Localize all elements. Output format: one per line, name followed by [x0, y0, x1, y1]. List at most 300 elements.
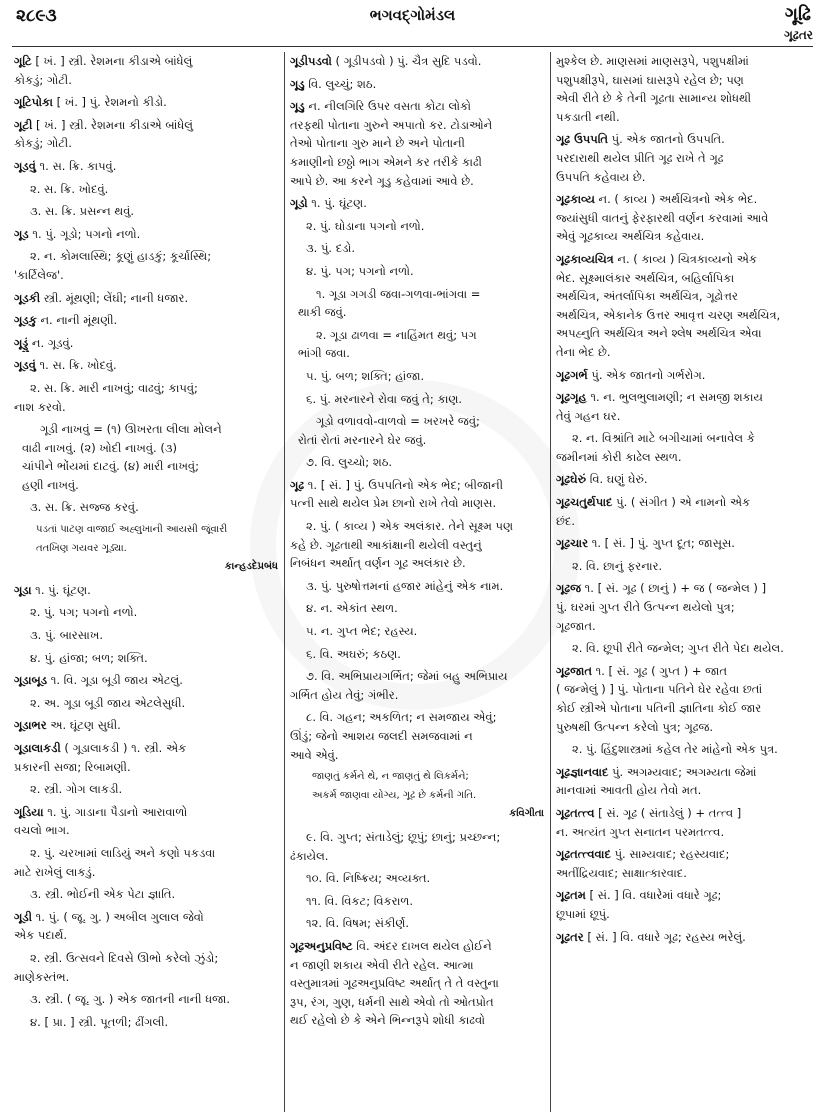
guide-word-first: ગૂઢિ [784, 4, 811, 25]
page-number: ૨૮૯૩ [16, 6, 57, 26]
definition-text: ૯. વિ. ગુપ્ત; સંતાડેલું; છૂપું; છાનું; પ્રચ્છન્ન; [306, 829, 501, 844]
dictionary-entry [14, 157, 278, 176]
quotation-source: કાન્હડદેપ્રબંધ [224, 561, 278, 573]
definition-text: ૫. ન. ગુપ્ત ભેદ; રહસ્ય. [306, 624, 418, 639]
definition-text: ગૂઢજાત. [556, 618, 596, 633]
entry-line [556, 493, 814, 512]
entry-line [290, 194, 544, 213]
definition-text: ઢંકાયેલ. [290, 848, 329, 863]
entry-line [14, 134, 278, 153]
definition-text: ૧૨. વિ. વિષમ; સંકીર્ણ. [306, 916, 410, 931]
entry-sense [290, 914, 544, 933]
entry-line [556, 662, 814, 681]
dictionary-entry [556, 534, 814, 553]
definition-text: ન. અત્યંત ગુપ્ત સનાતન પરમતત્ત્વ. [556, 824, 725, 839]
entry-line [556, 864, 814, 883]
definition-text: માનવામાં આવતી હોય તેવો મત. [556, 783, 702, 798]
definition-text: 'કાર્ટિલેજ'. [14, 267, 64, 282]
quotation-source: કવિગીતા [509, 808, 544, 820]
definition-text: ન. ( કાવ્ય ) ચિત્રકાવ્યનો એક [613, 251, 758, 266]
definition-text: ( જન્મેલું ) ] પું. પોતાના પતિને ઘેર રહેવા છતાં [556, 682, 763, 697]
definition-text: તતખિણ ગયવર ગૂડ્યા. [36, 542, 127, 554]
entry-line [14, 420, 278, 439]
entry-sense [556, 52, 814, 126]
definition-text: પું. એક જાતનો ગર્ભરોગ. [587, 367, 706, 382]
entry-line [14, 885, 278, 904]
entry-sense [290, 517, 544, 573]
entry-line [290, 367, 544, 386]
entry-line [14, 603, 278, 622]
definition-text: ન. નીલગિરિ ઉપર વસતા કોટા લોકો [304, 99, 472, 114]
headword: ગૂડ [14, 226, 29, 241]
definition-text: ૨. સ્ત્રી. ઉત્સવને દિવસે ઊભો કરેલો ઝુંડો; [30, 950, 219, 965]
entry-line [290, 599, 544, 618]
entry-line [14, 844, 278, 863]
entry-line [290, 993, 544, 1012]
definition-text: એવી રીતે છે કે તેની ગૂઢતા સામાન્ય શોધથી [556, 91, 752, 106]
headword: ગૂઢગર્ભ [556, 367, 588, 382]
entry-line [14, 93, 278, 112]
headword: ગૂઢચાર [556, 536, 589, 551]
entry-line [290, 1011, 544, 1030]
entry-line [290, 217, 544, 236]
entry-sense [14, 247, 278, 284]
headword: ગૂડુ [290, 76, 305, 91]
entry-line [14, 716, 278, 735]
entry-line [14, 626, 278, 645]
definition-text: પરદારાથી થયેલ પ્રીતિ ગૂઢ રાખે તે ગૂઢ [556, 150, 724, 165]
entry-line [290, 431, 544, 450]
column-divider [284, 52, 285, 1112]
entry-line [290, 134, 544, 153]
entry-line [556, 823, 814, 842]
entry-line [290, 892, 544, 911]
definition-text: જમીનમાં કોરી કાઢેલ સ્થળ. [556, 449, 682, 464]
entry-sense [290, 412, 544, 449]
definition-text: પકડાતી નથી. [556, 109, 620, 124]
definition-text: ૧. પું. ગાડાના પૈડાનો આરાવાળો [43, 804, 188, 819]
definition-text: ન. ( કાવ્ય ) અર્થચિત્રનો એક ભેદ. [594, 192, 758, 207]
definition-text: અકર્મ જાણવા યોગ્ય, ગૂઢ છે કર્મની ગતિ. [312, 789, 477, 801]
headword: ગૂટી [14, 117, 33, 132]
entry-line [290, 667, 544, 686]
entry-line [290, 52, 544, 71]
definition-text: ૨. અ. ગૂડા બૂડી જાય એટલેસુધી. [30, 695, 186, 710]
entry-sense [14, 844, 278, 881]
dictionary-entry [14, 311, 278, 330]
entry-line [556, 617, 814, 636]
dictionary-entry [556, 928, 814, 947]
headword: ગૂઢઅનુપ્રવિષ્ટ [290, 938, 353, 953]
entry-line [14, 311, 278, 330]
entry-line [556, 407, 814, 426]
entry-line [14, 821, 278, 840]
definition-text: ૧. ગૂડા ગગડી જવા-ગળવા-ભાંગવા = [316, 286, 481, 301]
definition-text: પશુપક્ષીરૂપે, ઘાસમાં ઘાસરૂપે રહેલ છે; પણ [556, 72, 744, 87]
headword: ગૂડ્ડું [14, 335, 29, 350]
definition-text: ૧૦. વિ. નિષ્ક્રિય; અવ્યક્ત. [306, 871, 431, 886]
entry-line [556, 718, 814, 737]
definition-text: ૨. પું. ચરખામાં લાડિયું અને કણો પકડવા [30, 845, 216, 860]
entry-line [290, 153, 544, 172]
entry-line [14, 926, 278, 945]
headword: ગૂઢઘેરું [556, 472, 587, 487]
column-3 [556, 52, 814, 1114]
entry-line [290, 828, 544, 847]
headword: ગૂડો [290, 196, 308, 211]
entry-line [14, 71, 278, 90]
dictionary-entry [14, 803, 278, 840]
entry-line [14, 949, 278, 968]
entry-line [14, 439, 278, 458]
definition-text: ૨. પું. પગ; પગનો નળો. [30, 605, 138, 620]
definition-text: થાકી જવું. [298, 305, 347, 320]
definition-text: આપે છે. આ કરને ગૂડુ કહેવામાં આવે છે. [290, 173, 474, 188]
entry-sense [290, 239, 544, 258]
dictionary-entry [556, 845, 814, 882]
definition-text: ૩. પું. બારસાખ. [30, 628, 103, 643]
definition-text: થઈ રહેલો છે કે એને ભિન્નરૂપે શોધી કાઢવો [290, 1013, 486, 1028]
entry-line [290, 326, 544, 345]
entry-line [556, 287, 814, 306]
entry-sense [290, 577, 544, 596]
definition-text: એક પદાર્થ. [14, 928, 68, 943]
entry-line [290, 517, 544, 536]
entry-line [290, 645, 544, 664]
entry-line [290, 494, 544, 513]
headword: ગૂઢગૃહ [556, 390, 587, 405]
entry-line [290, 116, 544, 135]
headword: ગૂઢકાવ્યચિત્ર [556, 251, 614, 266]
definition-text: ગૂડી નાખવું = (૧) ઊખરતા લીલા મોલને [40, 422, 222, 437]
definition-text: ૧. સ. ક્રિ. કાપવું. [35, 158, 117, 173]
definition-text: [ ખં. ] પું. રેશમનો કીડો. [52, 95, 167, 110]
definition-text: ૧. પું. ( જૂ. ગુ. ) અબીલ ગુલાલ જેવો [32, 909, 204, 924]
entry-line [290, 476, 544, 495]
entry-line [556, 388, 814, 407]
definition-text: ૧. પું. ઘૂંટણ. [307, 196, 367, 211]
entry-line [290, 554, 544, 573]
definition-text: ૩. સ્ત્રી. ભોઈની એક પેટા જ્ઞાતિ. [30, 887, 176, 902]
entry-line [556, 804, 814, 823]
headword: ગૂડીપડવો [290, 54, 332, 68]
entry-line [556, 579, 814, 598]
entry-line [556, 89, 814, 108]
entry-sense [290, 892, 544, 911]
entry-sense [290, 453, 544, 472]
entry-line [556, 324, 814, 343]
entry-sense [290, 708, 544, 764]
definition-text: પડતાં પાટણ વાજાઈ અહ્લુખાની આયસી જૂંવારી [36, 524, 228, 536]
entry-sense [290, 217, 544, 236]
definition-text: ૩. સ્ત્રી. ( જૂ. ગુ. ) એક જાતની નાની ધજા. [30, 992, 231, 1007]
entry-line [556, 52, 814, 71]
entry-sense [290, 828, 544, 865]
entry-line [290, 956, 544, 975]
dictionary-entry [14, 334, 278, 353]
entry-line [290, 708, 544, 727]
entry-sense [290, 667, 544, 704]
headword: ગૂડાલાકડી [14, 741, 61, 755]
entry-line [290, 344, 544, 363]
headword: ગૂઢતમ [556, 888, 586, 903]
dictionary-entry [14, 739, 278, 776]
definition-text: [ સં. ગૂઢ ( સંતાડેલું ) + તત્ત્વ ] [594, 805, 742, 820]
definition-text: ન. ગૂડવું. [28, 335, 74, 350]
definition-text: ૬. પું. મરનારને રોવા જવું તે; કાણ. [306, 391, 463, 406]
definition-text: વાઢી નાખવું. (૨) ખોદી નાખવું. (૩) [22, 440, 177, 455]
definition-text: એવું ગૂઢકાવ્ય અર્થચિત્ર કહેવાય. [556, 229, 705, 244]
definition-text: ૪. પું. પગ; પગનો નળો. [306, 263, 414, 278]
entry-line [14, 739, 278, 758]
definition-text: વિ. અંદર દાખલ થયેલ હોઈને [352, 938, 492, 953]
definition-text: સ્ત્રી. મૂંથણી; લેંઘી; નાની ધજાર. [40, 290, 189, 305]
entry-sense [290, 262, 544, 281]
definition-text: આવે એવું. [290, 747, 339, 762]
headword: ગૂડવું [14, 358, 36, 373]
definition-text: ૩. પું. પુરુષોત્તમનાં હજાર માંહેનું એક નામ. [306, 578, 504, 593]
entry-sense [556, 639, 814, 658]
entry-sense [14, 420, 278, 494]
entry-sense [290, 622, 544, 641]
definition-text: કમાણીનો છઠ્ઠો ભાગ એમને કર તરીકે કાઢી [290, 154, 482, 169]
entry-sense [556, 557, 814, 576]
dictionary-entry [14, 581, 278, 600]
entry-line [14, 476, 278, 495]
definition-text: કોઈ સ્ત્રીએ પોતાના પતિની જ્ઞાતિના કોઈ જાર [556, 701, 762, 715]
definition-text: ૨. સ. ક્રિ. મારી નાખવું; વાઢવું; કાપવું; [30, 380, 198, 395]
entry-line [556, 928, 814, 947]
headword: ગૂઢજાત [556, 663, 592, 678]
entry-line [14, 356, 278, 375]
entry-line [290, 746, 544, 765]
entry-line [290, 768, 544, 787]
definition-text: કોકડું; ગોટી. [14, 72, 72, 87]
definition-text: છંદ. [556, 513, 575, 528]
dictionary-entry [556, 493, 814, 530]
definition-text: ન. નાની મૂંથણી. [36, 313, 118, 328]
guide-word-last: ગૂઢતર [784, 28, 813, 42]
headword: ગૂડવું [14, 158, 36, 173]
dictionary-entry [556, 886, 814, 923]
entry-sense [290, 390, 544, 409]
definition-text: ૨. વિ. છૂપી રીતે જન્મેલ; ગુપ્ત રીતે પેદા થયેલ. [572, 641, 784, 656]
definition-text: નાશ કરવો. [14, 399, 66, 414]
dictionary-entry [556, 579, 814, 635]
headword: ગૂડકુ [14, 313, 37, 328]
dictionary-entry [14, 716, 278, 735]
definition-text: તેવું ગહન ઘર. [556, 408, 621, 423]
entry-line [556, 534, 814, 553]
definition-text: પું. ( સંગીત ) એ નામનો એક [612, 495, 751, 510]
definition-text: ૨. ન. વિશ્રાંતિ માટે બગીચામાં બનાવેલ કે [572, 431, 755, 446]
entry-line [556, 269, 814, 288]
definition-text: મુશ્કેલ છે. માણસમાં માણસરૂપે, પશુપક્ષીમાં [556, 54, 749, 68]
entry-line [14, 334, 278, 353]
entry-sense [14, 603, 278, 622]
entry-line [556, 763, 814, 782]
definition-text: ૬. વિ. અઘરું; કઠણ. [306, 646, 401, 661]
definition-text: ૧. [ સં. ગૂઢ ( ગુપ્ત ) + જાત [591, 663, 727, 678]
headword: ગૂડાબૂડ [14, 673, 48, 688]
entry-line [290, 303, 544, 322]
definition-text: ઉપપતિ કહેવાય છે. [556, 169, 646, 184]
headword: ગૂઢતત્ત્વ [556, 805, 595, 820]
entry-line [556, 845, 814, 864]
definition-text: ન જાણી શકાય એવી રીતે રહેલ. આત્મા [290, 957, 474, 972]
definition-text: અર્થચિત્ર, અંતર્લાપિકા અર્થચિત્ર, ગૂઢોત્તર [556, 289, 738, 304]
definition-text: પું. અગમ્યવાદ; અગમ્યતા જેમાં [608, 764, 757, 779]
headword: ગૂટિ [14, 54, 32, 68]
definition-text: ૧. [ સં. ગૂઢ ( છાનું ) + જ ( જન્મેલ ) ] [581, 581, 767, 596]
entry-sense [290, 367, 544, 386]
entry-line [14, 863, 278, 882]
entry-line [14, 398, 278, 417]
entry-line [14, 968, 278, 987]
headword: ગૂડાભર [14, 718, 47, 733]
entry-line [556, 781, 814, 800]
definition-text: રોતાં રોતાં મરનારને ઘેર જવું. [298, 432, 427, 447]
dictionary-entry [556, 388, 814, 425]
headword: ગૂડા [14, 582, 32, 597]
definition-text: ૧. પું. ઘૂંટણ. [31, 582, 91, 597]
entry-line [556, 905, 814, 924]
entry-sense [290, 285, 544, 322]
entry-line [556, 639, 814, 658]
definition-text: ૪. [ પ્રા. ] સ્ત્રી. પૂતળી; ઢીંગલી. [30, 1014, 169, 1029]
entry-line [290, 974, 544, 993]
definition-text: તેઓ પોતાના ગુરુ માને છે અને પોતાની [290, 136, 465, 151]
entry-line [14, 803, 278, 822]
entry-line [556, 227, 814, 246]
entry-line [14, 671, 278, 690]
entry-sense [556, 429, 814, 466]
entry-line [14, 1013, 278, 1032]
definition-text: તેના ભેદ છે. [556, 344, 611, 359]
dictionary-entry [290, 97, 544, 190]
entry-line [14, 266, 278, 285]
entry-line [14, 758, 278, 777]
entry-sense [290, 599, 544, 618]
definition-text: [ ખં. ] સ્ત્રી. રેશમના કીડાએ બાંધેલું [31, 54, 193, 68]
definition-text: ૩. સ. ક્રિ. પ્રસન્ન થવું. [30, 204, 135, 219]
entry-sense [14, 180, 278, 199]
definition-text: અર્થચિત્ર, એકાનેક ઉત્તર આવૃત્ત ચરણ અર્થચિત્ર, [556, 307, 781, 322]
definition-text: ભેદ. સૂક્ષ્માલંકાર અર્થચિત્ર, બહિર્લાપિકા [556, 270, 735, 285]
dictionary-entry [556, 190, 814, 246]
entry-line [290, 285, 544, 304]
entry-line [290, 75, 544, 94]
dictionary-entry [14, 908, 278, 945]
entry-sense [14, 202, 278, 221]
definition-text: પું. ઘરમાં ગુપ્ત રીતે ઉત્પન્ન થયેલો પુત્ર; [556, 600, 735, 615]
entry-line [14, 52, 278, 71]
definition-text: ૪. પું. હાંજા; બળ; શક્તિ. [30, 650, 148, 665]
entry-line [290, 390, 544, 409]
definition-text: ૧. [ સં. ] પું. ગુપ્ત દૂત; જાસૂસ. [588, 536, 735, 551]
column-1 [14, 52, 278, 1114]
definition-text: ૨. સ. ક્રિ. ખોદવું. [30, 181, 109, 196]
entry-line [556, 512, 814, 531]
entry-line [556, 130, 814, 149]
entry-line [556, 448, 814, 467]
definition-text: ૩. પું. દડો. [306, 241, 356, 256]
definition-text: માટે રાખેલું લાકડું. [14, 864, 96, 879]
quotation [14, 521, 278, 577]
definition-text: રૂપ, રંગ, ગુણ, ધર્મની સાથે એવો તો ઓતપ્રોત [290, 994, 494, 1009]
headword: ગૂડી [14, 909, 32, 924]
definition-text: ૧૧. વિ. વિકટ; વિકરાળ. [306, 893, 414, 908]
definition-text: ઊંડું; જેનો આશય જલદી સમજવામાં ન [290, 729, 473, 743]
dictionary-entry [290, 52, 544, 71]
entry-line [14, 202, 278, 221]
definition-text: ૫. પું. બળ; શક્તિ; હાંજા. [306, 368, 425, 383]
dictionary-entry [290, 476, 544, 513]
entry-line [14, 694, 278, 713]
entry-line [290, 453, 544, 472]
definition-text: પ્રકારની સજા; રિબામણી. [14, 759, 131, 774]
definition-text: ૨. પું. ( કાવ્ય ) એક અલંકાર. તેને સૂક્ષ્મ પણ [306, 519, 513, 534]
entry-line [556, 190, 814, 209]
definition-text: અતીંદ્રિયવાદ; સાક્ષાત્કારવાદ. [556, 865, 687, 880]
entry-line [14, 780, 278, 799]
entry-line [14, 157, 278, 176]
entry-line [556, 149, 814, 168]
entry-line [14, 247, 278, 266]
entry-line [290, 787, 544, 806]
entry-sense [14, 885, 278, 904]
definition-text: [ સં. ] વિ. વધારેમાં વધારે ગૂઢ; [585, 888, 722, 903]
entry-line [290, 536, 544, 555]
column-divider [550, 52, 551, 1112]
headword: ગૂઢજ્ઞાનવાદ [556, 764, 609, 779]
entry-line [556, 470, 814, 489]
entry-line [290, 262, 544, 281]
entry-line [290, 914, 544, 933]
headword: ગૂઢકાવ્ય [556, 192, 595, 207]
entry-line [290, 97, 544, 116]
entry-line [290, 172, 544, 191]
dictionary-entry [14, 225, 278, 244]
dictionary-entry [556, 130, 814, 186]
definition-text: ૨. પું. હિંદુશાસ્ત્રમાં કહેલ તેર માંહેનો એક પુત્ર. [572, 742, 778, 757]
entry-line [14, 498, 278, 517]
definition-text: ગર્ભિત હોય તેવું; ગંભીર. [290, 687, 399, 702]
definition-text: જ્યાંસુધી વાતનું ફેરફારથી વર્ણન કરવામાં આવે [556, 210, 769, 225]
entry-sense [14, 1013, 278, 1032]
dictionary-entry [14, 52, 278, 89]
definition-text: ૮. વિ. ગહન; અકળિત; ન સમજાય એવું; [306, 710, 497, 725]
entry-sense [14, 990, 278, 1009]
dictionary-entry [290, 75, 544, 94]
entry-line [556, 250, 814, 269]
dictionary-entry [556, 763, 814, 800]
header-rule [12, 46, 813, 47]
entry-line [556, 108, 814, 127]
entry-line [556, 680, 814, 699]
entry-line [14, 649, 278, 668]
definition-text: હણી નાખવું. [22, 477, 79, 492]
headword: ગૂડકી [14, 290, 41, 305]
definition-text: અપહ્નુતિ અર્થચિત્ર અને શ્લેષ અર્થચિત્ર એવા [556, 326, 762, 341]
entry-line [556, 168, 814, 187]
entry-line [14, 379, 278, 398]
definition-text: ૨. વિ. છાનું ફરનાર. [572, 558, 663, 573]
entry-line [290, 239, 544, 258]
definition-text: ( ગૂડાલાકડી ) ૧. સ્ત્રી. એક [60, 741, 187, 755]
entry-sense [14, 626, 278, 645]
entry-line [14, 990, 278, 1009]
